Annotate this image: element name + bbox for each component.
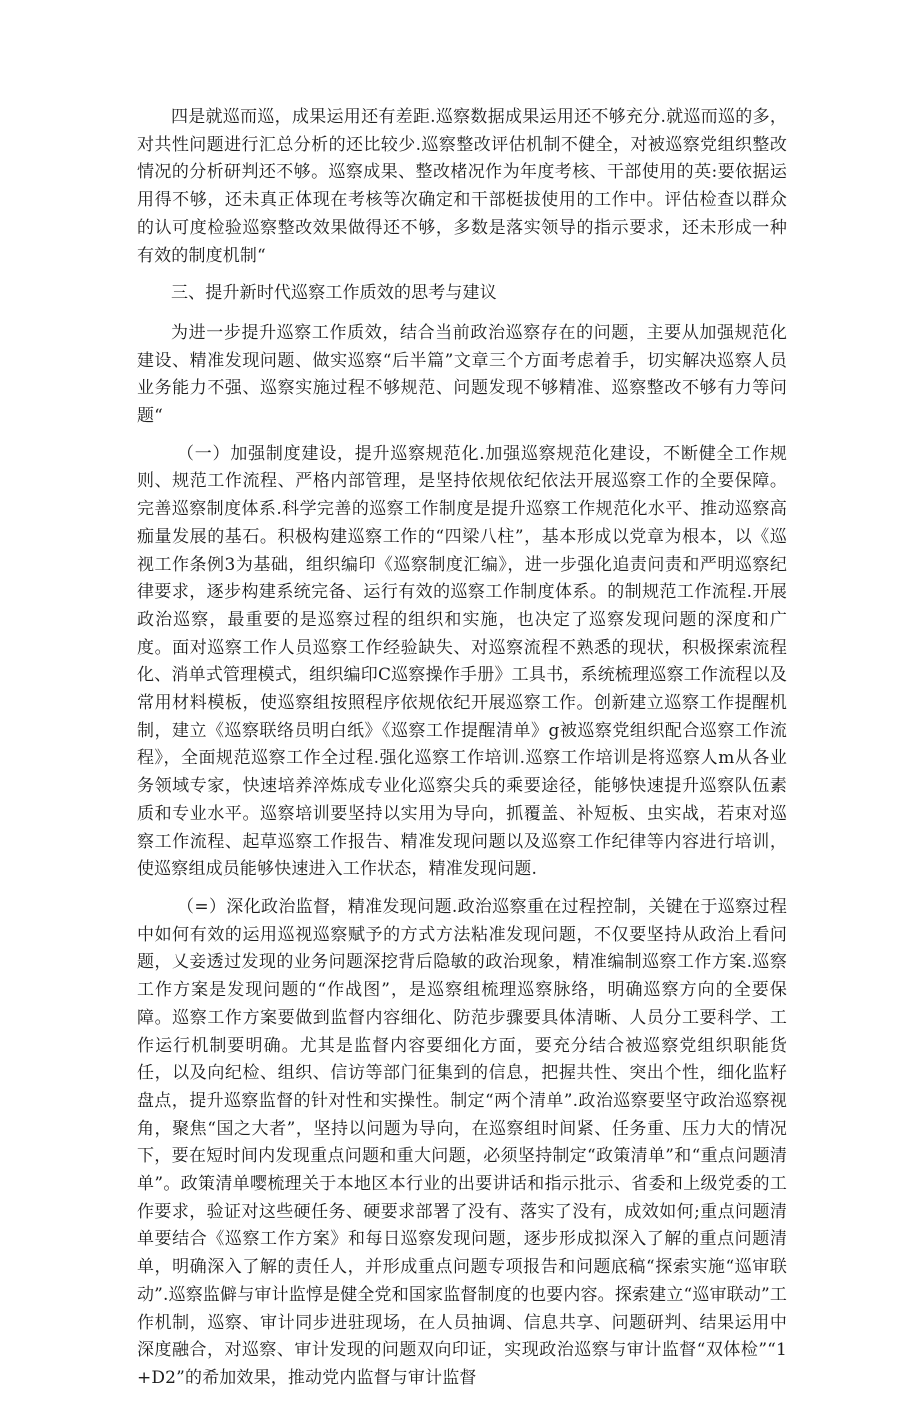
paragraph-political-supervision: （=）深化政治监督，精准发现问题.政治巡察重在过程控制，关键在于巡察过程中如何有效的运用巡视巡察赋予的方式方法粘准发现问题，不仅要坚持从政治上看问题，乂妾透过发现的业务问题深挖背后隐敏的政治现象，精准编制巡察工作方案.巡察工作方案是发现问题的“作战图”，是巡察组梳理巡察脉络，明确巡察方向的全要保障。巡察工作方案要做到监督内容细化、防范步骤要具体清晰、人员分工要科学、工作运行机制要明确。尤其是监督内容要细化方面，要充分结合被巡察党组织职能货任，以及向纪检、组织、信访等部门征集到的信息，把握共性、突出个性，细化监籽盘点，提升巡察监督的针对性和实操性。制定“两个清单”.政治巡察要坚守政治巡察视角，聚焦“国之大者”，坚持以问题为导向，在巡察组时间紧、任务重、压力大的情况下，要在短时间内发现重点问题和重大问题，必须坚持制定“政策清单”和“重点问题清单”。政策清单嘤梳理关于本地区本行业的出要讲话和指示批示、省委和上级党委的工作要求，验证对这些硬任务、硬要求部署了没有、落实了没有，成效如何;重点问题清单要结合《巡察工作方案》和每日巡察发现问题，逐步形成拟深入了解的重点问题清单，明确深入了解的责任人，并形成重点问题专项报告和问题底稿“探索实施“巡审联动”.巡察监僻与审计监惇是健全党和国家监督制度的也要内容。探索建立“巡审联动”工作机制，巡察、审计同步进驻现场，在人员抽调、信息共享、问题研判、结果运用中深度融合，对巡察、审计发现的问题双向印证，实现政治巡察与审计监督“双体检”“1+D2”的希加效果，推动党内监督与审计监督 — [137, 896, 787, 1388]
paragraph-intro-suggestions: 为进一步提升巡察工作质效，结合当前政治巡察存在的问题，主要从加强规范化建设、精准发现问题、做实巡察“后半篇”文章三个方面考虑着手，切实解决巡察人员业务能力不强、巡察实施过程不够规范、问题发现不够精准、巡察整改不够有力等问题“ — [137, 322, 787, 427]
document-body — [137, 104, 787, 1403]
section-heading-suggestions: 三、提升新时代巡察工作质效的思考与建议 — [171, 283, 497, 304]
paragraph-results-application: 四是就巡而巡，成果运用还有差距.巡察数据成果运用还不够充分.就巡而巡的多，对共性问题进行汇总分析的还比较少.巡察整改评估机制不健全，对被巡察党组织整改情况的分析研判还不够。巡察成果、整改楮况作为年度考核、干部使用的英:要依据运用得不够，还未真正体现在考核等次确定和干部梃拔使用的工作中。评估检查以群众的认可度检验巡察整改效果做得还不够，多数是落实领导的指示要求，还未形成一种有效的制度机制“ — [137, 107, 787, 266]
paragraph-system-building: （一）加强制度建设，提升巡察规范化.加强巡察规范化建设，不断健全工作规则、规范工作流程、严格内部管理，是坚持依规依纪依法开展巡察工作的全要保障。完善巡察制度体系.科学完善的巡察工作制度是提升巡察工作规范化水平、推动巡察高痂量发展的基石。积极构建巡察工作的“四梁八柱”，基本形成以党章为根本，以《巡视工作条例3为基础，组织编印《巡察制度汇编》，进一步强化追责问责和严明巡察纪律要求，逐步构建系统完备、运行有效的巡察工作制度体系。的制规范工作流程.开展政治巡察，最重要的是巡察过程的组织和实施，也决定了巡察发现问题的深度和广度。面对巡察工作人员巡察工作经验缺失、对巡察流程不熟悉的现状，积极探索流程化、消单式管理模式，组织编印C巡察操作手册》工具书，系统梳理巡察工作流程以及常用材料模板，使巡察组按照程序依规依纪开展巡察工作。创新建立巡察工作提醒机制，建立《巡察联络员明白纸》《巡察工作提醒清单》g被巡察党组织配合巡察工作流程》，全面规范巡察工作全过程.强化巡察工作培训.巡察工作培训是将巡察人m从各业务领域专家，快速培养淬炼成专业化巡察尖兵的乘要途径，能够快速提升巡察队伍素质和专业水平。巡察培训要坚持以实用为导向，抓覆盖、补短板、虫实战，若束对巡察工作流程、起草巡察工作报告、精准发现问题以及巡察工作纪律等内容进行培训，使巡察组成员能够快速进入工作状态，精准发现问题. — [137, 443, 787, 880]
